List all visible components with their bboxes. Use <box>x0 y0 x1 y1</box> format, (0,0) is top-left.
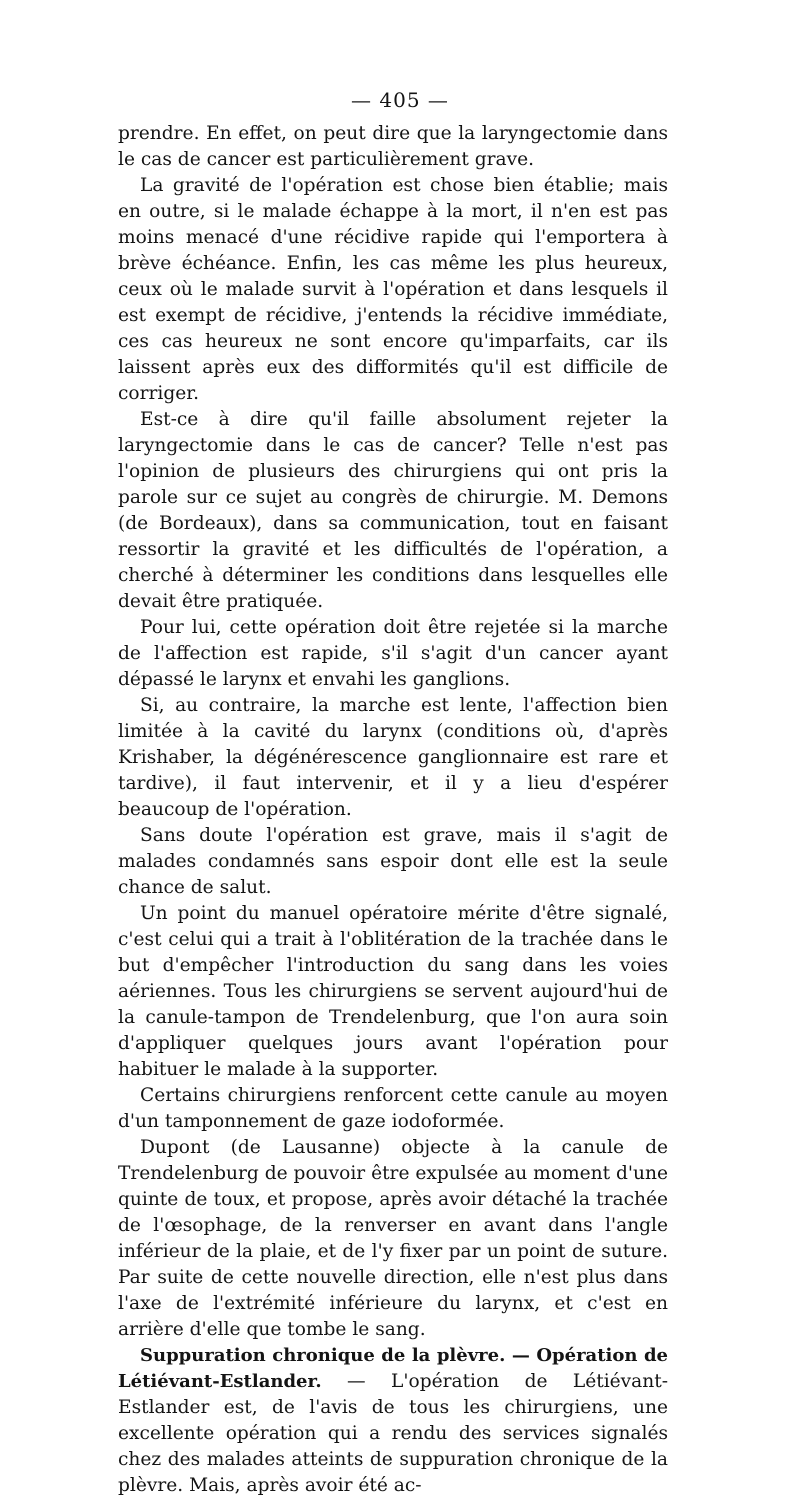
paragraph-7: Un point du manuel opératoire mérite d'être signalé, c'est celui qui a trait à l'oblitération de la trachée dans le but d'empêcher l'introduction du sang dans les voies aériennes. Tous les chirurgiens se servent aujourd'hui de la canule-tampon de Trendelenburg, que l'on aura soin d'appliquer quelques jours avant l'opération pour habituer le malade à la supporter. <box>118 903 668 1080</box>
paragraph-1: prendre. En effet, on peut dire que la laryngectomie dans le cas de cancer est particulièrement grave. <box>118 123 668 170</box>
section-paragraph <box>118 1343 668 1499</box>
body-text <box>118 121 668 1499</box>
paragraph-9: Dupont (de Lausanne) objecte à la canule de Trendelenburg de pouvoir être expulsée au moment d'une quinte de toux, et propose, après avoir détaché la trachée de l'œsophage, de la renverser en avant dans l'angle inférieur de la plaie, et de l'y fixer par un point de suture. Par suite de cette nouvelle direction, elle n'est plus dans l'axe de l'extrémité inférieure du larynx, et c'est en arrière d'elle que tombe le sang. <box>118 1137 668 1340</box>
paragraph-3: Est-ce à dire qu'il faille absolument rejeter la laryngectomie dans le cas de cancer? Telle n'est pas l'opinion de plusieurs des chirurgiens qui ont pris la parole sur ce sujet au congrès de chirurgie. M. Demons (de Bordeaux), dans sa communication, tout en faisant ressortir la gravité et les difficultés de l'opération, a cherché à déterminer les conditions dans lesquelles elle devait être pratiquée. <box>118 409 668 612</box>
paragraph-8: Certains chirurgiens renforcent cette canule au moyen d'un tamponnement de gaze iodoformée. <box>118 1085 668 1132</box>
section-text: — L'opération de Létiévant-Estlander est, de l'avis de tous les chirurgiens, une excellente opération qui a rendu des services signalés chez des malades atteints de suppuration chronique de la plèvre. Mais, après avoir été ac- <box>118 1371 668 1496</box>
paragraph-2: La gravité de l'opération est chose bien établie; mais en outre, si le malade échappe à la mort, il n'en est pas moins menacé d'une récidive rapide qui l'emportera à brève échéance. Enfin, les cas même les plus heureux, ceux où le malade survit à l'opération et dans lesquels il est exempt de récidive, j'entends la récidive immédiate, ces cas heureux ne sont encore qu'imparfaits, car ils laissent après eux des difformités qu'il est difficile de corriger. <box>118 175 668 404</box>
section-heading: Suppuration chronique de la plèvre. — Opération de Létiévant-Estlander. <box>118 1345 668 1392</box>
page-number: — 405 — <box>351 88 449 112</box>
paragraph-4: Pour lui, cette opération doit être rejetée si la marche de l'affection est rapide, s'il s'agit d'un cancer ayant dépassé le larynx et envahi les ganglions. <box>118 617 668 690</box>
paragraph-6: Sans doute l'opération est grave, mais il s'agit de malades condamnés sans espoir dont elle est la seule chance de salut. <box>118 825 668 898</box>
paragraph-5: Si, au contraire, la marche est lente, l'affection bien limitée à la cavité du larynx (conditions où, d'après Krishaber, la dégénérescence ganglionnaire est rare et tardive), il faut intervenir, et il y a lieu d'espérer beaucoup de l'opération. <box>118 695 668 820</box>
